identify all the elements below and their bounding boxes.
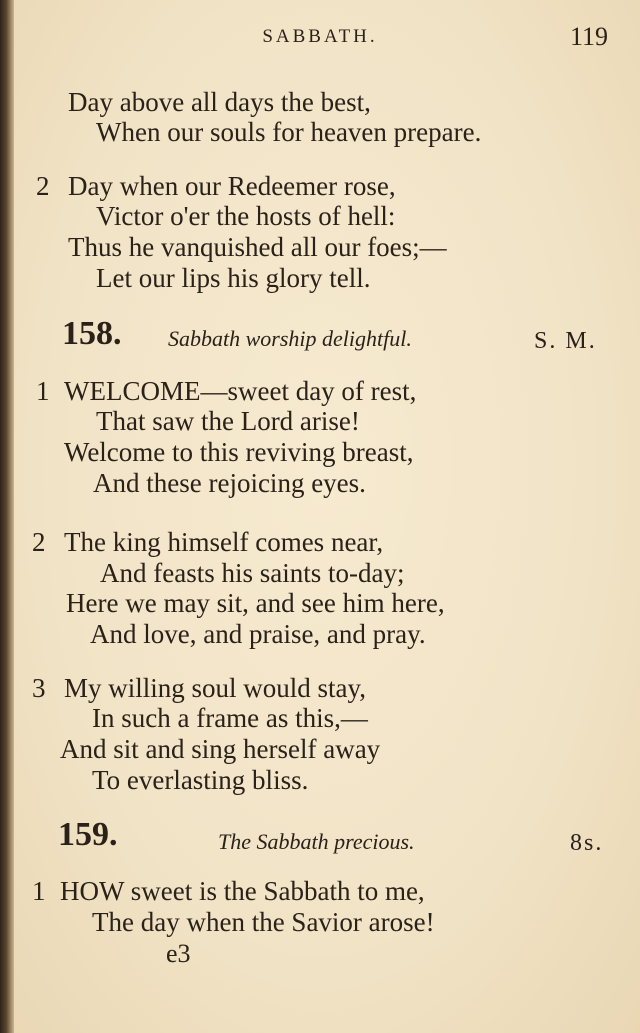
verse-line: When our souls for heaven prepare. [96,117,482,147]
verse-line: To everlasting bliss. [92,765,309,795]
printer-signature: e3 [166,939,191,968]
verse-line: And these rejoicing eyes. [93,468,366,498]
verse-line: The king himself comes near, [64,527,384,557]
verse-number: 1 [32,876,46,906]
verse-number: 3 [32,673,46,703]
verse-line: In such a frame as this,— [92,703,368,733]
verse-line: Welcome to this reviving breast, [64,437,414,467]
hymn-title: Sabbath worship delightful. [168,326,412,351]
verse-line: HOW sweet is the Sabbath to me, [60,876,425,906]
verse-line: The day when the Savior arose! [92,907,435,937]
verse-line: Victor o'er the hosts of hell: [96,201,396,231]
verse-line: Thus he vanquished all our foes;— [68,232,447,262]
verse-line: And sit and sing herself away [60,734,381,764]
verse-number: 2 [32,527,46,557]
verse-line: Let our lips his glory tell. [96,263,371,293]
verse-line: That saw the Lord arise! [96,406,360,436]
page-binding-edge [0,0,14,1033]
verse-line: WELCOME—sweet day of rest, [64,376,417,406]
verse-line: And feasts his saints to-day; [100,558,405,588]
hymn-number: 159. [58,816,118,853]
verse-line: Day when our Redeemer rose, [68,171,396,201]
verse-number: 2 [36,171,50,201]
hymn-meter: 8s. [570,830,604,856]
verse-line: My willing soul would stay, [64,673,367,703]
verse-number: 1 [36,376,50,406]
hymn-meter: S. M. [534,328,597,354]
running-title: SABBATH. [262,26,378,47]
page-number: 119 [569,22,608,51]
verse-line: Here we may sit, and see him here, [66,588,445,618]
hymn-title: The Sabbath precious. [218,829,415,854]
verse-line: Day above all days the best, [68,87,371,117]
hymn-number: 158. [62,315,122,352]
verse-line: And love, and praise, and pray. [90,619,426,649]
